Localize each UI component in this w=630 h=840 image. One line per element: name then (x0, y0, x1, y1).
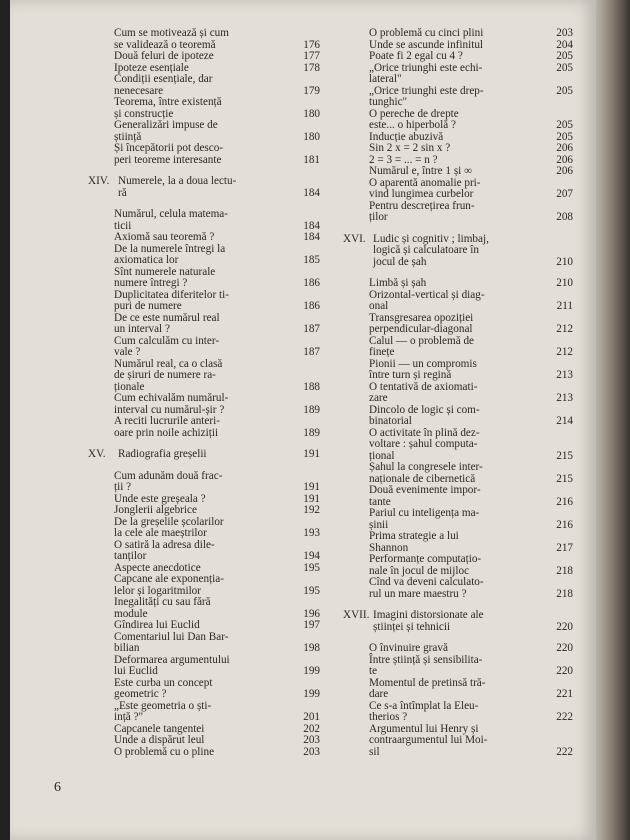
toc-entry-title: module (114, 607, 148, 620)
toc-entry-line (343, 462, 573, 474)
toc-left-column (88, 28, 320, 758)
toc-entry-line (88, 574, 320, 586)
toc-entry-line (88, 301, 320, 313)
toc-page-number: 203 (303, 745, 320, 758)
toc-entry-title: O satiră la adresa dile- (114, 538, 215, 551)
toc-chapter-line (88, 176, 320, 188)
toc-page-number: 186 (303, 277, 320, 289)
toc-entry-title: Inegalități cu sau fără (114, 596, 211, 608)
toc-entry-title: lelor și logaritmilor (114, 584, 201, 597)
toc-page-number: 184 (303, 219, 320, 232)
book-page (10, 0, 596, 840)
toc-chapter-line (343, 257, 573, 269)
toc-entry-line (343, 120, 573, 132)
toc-entry-title: lui Euclid (114, 665, 158, 677)
toc-entry-line (343, 439, 573, 451)
toc-page-number: 205 (556, 61, 573, 74)
toc-entry-line (343, 485, 573, 497)
toc-entry-line (88, 597, 320, 609)
toc-page-number: 179 (303, 84, 320, 97)
toc-entry-title: rul un mare maestru ? (369, 587, 467, 600)
toc-entry-line (343, 712, 573, 724)
toc-entry-line (343, 666, 573, 678)
toc-page-number: 212 (556, 323, 573, 335)
toc-page-number: 206 (556, 142, 573, 154)
toc-entry-title: O pereche de drepte (369, 107, 459, 120)
toc-page-number: 186 (303, 300, 320, 312)
toc-entry-title: știință (114, 130, 142, 143)
toc-entry-title: „Orice triunghi este echi- (369, 61, 483, 74)
toc-entry-title: onal (369, 300, 389, 312)
toc-entry-title: Ipoteze esențiale (114, 61, 189, 74)
toc-entry-line (343, 689, 573, 701)
toc-entry-line (343, 416, 573, 428)
toc-entry-title: „Este geometria o ști- (114, 699, 212, 712)
toc-chapter-line (88, 449, 320, 461)
toc-entry-title: Șahul la congresele inter- (369, 461, 483, 473)
toc-page-number: 193 (303, 527, 320, 539)
toc-page-number: 198 (303, 642, 320, 654)
toc-entry-title: geometric ? (114, 688, 167, 700)
toc-entry-line (88, 643, 320, 655)
toc-entry-title: Poate fi 2 egal cu 4 ? (369, 50, 463, 62)
toc-entry-title: Teorema, între existență (114, 96, 222, 108)
toc-entry-title: Jonglerii algebrice (114, 504, 197, 516)
toc-page-number: 212 (556, 346, 573, 358)
toc-entry-title: nale în jocul de mijloc (369, 564, 470, 577)
toc-page-number: 220 (556, 665, 573, 677)
toc-entry-title: therios ? (369, 711, 408, 723)
toc-page-number: 216 (556, 518, 573, 531)
toc-entry-title: Inducție abuzivă (369, 130, 444, 143)
toc-page-number: 221 (556, 688, 573, 700)
toc-page-number: 191 (303, 448, 320, 460)
toc-entry-title: Două evenimente impor- (369, 484, 481, 496)
toc-entry-title: Numărul e, între 1 și ∞ (369, 165, 473, 177)
toc-entry-title: Limbă și șah (369, 277, 427, 289)
toc-entry-line (343, 324, 573, 336)
toc-page-number: 211 (556, 300, 573, 312)
toc-entry-title: Generalizări impuse de (114, 119, 218, 131)
toc-right-column (343, 28, 573, 758)
toc-page-number: 177 (303, 50, 320, 62)
toc-entry-line (343, 212, 573, 224)
toc-page-number: 205 (556, 50, 573, 62)
toc-entry-title: O problemă cu o pline (114, 745, 215, 758)
toc-entry-title: Dincolo de logic și com- (369, 403, 480, 416)
toc-entry-line (88, 143, 320, 155)
toc-entry-title: Pionii — un compromis (369, 357, 477, 370)
toc-entry-title: puri de numere (114, 300, 182, 312)
toc-page-number: 216 (556, 495, 573, 508)
toc-entry-title: te (369, 665, 378, 677)
toc-page-number: 192 (303, 504, 320, 516)
toc-entry-title: logică și calculatoare în (373, 244, 479, 256)
toc-entry-line (88, 416, 320, 428)
toc-entry-title: Pentru descrețirea frun- (369, 199, 475, 212)
toc-entry-title: ticii (114, 219, 132, 232)
toc-entry-title: Ce s-a întîmplat la Eleu- (369, 699, 479, 712)
toc-entry-title: Capcane ale exponenția- (114, 573, 224, 585)
toc-page-number: 207 (556, 188, 573, 200)
toc-page-number: 220 (556, 620, 573, 633)
toc-page-number: 213 (556, 392, 573, 404)
toc-entry-title: dare (369, 688, 389, 700)
toc-page-number: 206 (556, 165, 573, 177)
toc-page-number: 195 (303, 561, 320, 574)
book-spine-edge (596, 0, 630, 840)
toc-entry-line (343, 643, 573, 655)
toc-page-number: 217 (556, 541, 573, 554)
toc-page-number: 181 (303, 153, 320, 166)
toc-entry-title: Shannon (369, 541, 409, 554)
toc-entry-line (343, 189, 573, 201)
toc-entry-title: O învinuire gravă (369, 642, 448, 654)
toc-entry-title: vale ? (114, 346, 141, 358)
toc-entry-title: tunghic" (369, 96, 408, 108)
toc-entry-line (343, 393, 573, 405)
toc-page-number: 205 (556, 119, 573, 131)
toc-page-number: 185 (303, 254, 320, 266)
toc-entry-title: oare prin noile achiziții (114, 426, 219, 439)
toc-entry-title: vind lungimea curbelor (369, 188, 474, 200)
toc-entry-title: binatorial (369, 415, 412, 427)
toc-entry-title: Calul — o problemă de (369, 334, 475, 347)
toc-entry-line (88, 278, 320, 290)
toc-entry-title: nenecesare (114, 84, 164, 97)
toc-entry-title: Și începătorii pot desco- (114, 142, 224, 154)
toc-entry-title: finețe (369, 346, 395, 358)
toc-entry-title: A reciti lucrurile anteri- (114, 415, 220, 427)
toc-entry-title: Capcanele tangentei (114, 722, 205, 735)
toc-page-number: 201 (303, 711, 320, 723)
toc-entry-line (88, 51, 320, 63)
toc-entry-title: Între știință și sensibilita- (369, 653, 483, 666)
toc-entry-title: Momentul de pretinsă tră- (369, 676, 486, 689)
toc-entry-line (343, 531, 573, 543)
toc-entry-title: Cum echivalăm numărul- (114, 392, 229, 404)
toc-page-number: 210 (556, 255, 573, 268)
toc-entry-title: Transgresarea opoziției (369, 311, 474, 324)
toc-page-number: 178 (303, 61, 320, 74)
toc-entry-line (343, 577, 573, 589)
toc-entry-title: Pariul cu inteligența ma- (369, 507, 480, 519)
toc-entry-title: ră (118, 186, 127, 199)
toc-page-number: 196 (303, 607, 320, 620)
toc-entry-title: Deformarea argumentului (114, 653, 230, 666)
toc-page-number: 206 (556, 153, 573, 166)
toc-entry-title: Aspecte anecdotice (114, 561, 201, 574)
toc-entry-line (88, 620, 320, 632)
toc-entry-title: Cînd va deveni calculato- (369, 576, 484, 588)
toc-page-number: 218 (556, 564, 573, 577)
toc-entry-title: axiomatica lor (114, 254, 179, 266)
toc-entry-title: ții ? (114, 481, 132, 493)
toc-entry-title: De la greșelile școlarilor (114, 515, 224, 528)
toc-entry-title: voltare : șahul computa- (369, 438, 478, 450)
toc-entry-line (88, 393, 320, 405)
toc-page-number: 180 (303, 107, 320, 120)
toc-entry-title: Duplicitatea diferitelor ti- (114, 288, 229, 301)
toc-chapter-line (343, 245, 573, 257)
toc-page-number: 180 (303, 130, 320, 143)
toc-chapter-line (343, 610, 573, 622)
toc-entry-title: O activitate în plină dez- (369, 426, 480, 439)
toc-entry-title: tante (369, 495, 391, 508)
toc-entry-line (88, 735, 320, 747)
toc-entry-line (343, 370, 573, 382)
toc-page-number: 188 (303, 380, 320, 393)
toc-entry-title: Orizontal-vertical și diag- (369, 288, 485, 301)
toc-entry-line (88, 747, 320, 759)
toc-entry-title: între turn și regină (369, 369, 452, 381)
toc-page-number: 191 (303, 492, 320, 505)
toc-entry-line (88, 370, 320, 382)
toc-entry-line (343, 166, 573, 178)
toc-page-number: 187 (303, 346, 320, 358)
toc-entry-title: Unde este greșeala ? (114, 492, 206, 505)
toc-entry-title: șinii (369, 518, 389, 531)
toc-entry-title: Ludic și cognitiv ; limbaj, (373, 232, 489, 245)
toc-entry-line (88, 666, 320, 678)
toc-page-number: 204 (556, 38, 573, 51)
toc-entry-line (88, 689, 320, 701)
toc-entry-title: la cele ale maeștrilor (114, 527, 207, 539)
page-number: 6 (54, 780, 61, 795)
toc-entry-title: O aparentă anomalie pri- (369, 176, 481, 189)
toc-entry-title: ților (369, 211, 388, 223)
toc-entry-title: Cum adunăm două frac- (114, 469, 223, 482)
toc-entry-title: un interval ? (114, 323, 170, 335)
toc-page-number: 203 (303, 734, 320, 746)
toc-entry-title: contraargumentul lui Moi- (369, 734, 488, 746)
toc-entry-title: Unde se ascunde infinitul (369, 38, 484, 51)
toc-entry-line (88, 551, 320, 563)
toc-page-number: 205 (556, 130, 573, 143)
toc-chapter-line (343, 622, 573, 634)
toc-entry-line (88, 74, 320, 86)
toc-page-number: 220 (556, 642, 573, 654)
toc-entry-title: Este curba un concept (114, 676, 213, 689)
toc-page-number: 215 (556, 472, 573, 485)
toc-page-number: 194 (303, 550, 320, 562)
toc-entry-line (343, 143, 573, 155)
toc-entry-title: Gîndirea lui Euclid (114, 619, 200, 631)
toc-entry-title: O problemă cu cinci plini (369, 27, 484, 39)
toc-page-number: 222 (556, 745, 573, 758)
toc-entry-title: De la numerele întregi la (114, 242, 226, 255)
toc-entry-line (343, 589, 573, 601)
toc-entry-title: Prima strategie a lui (369, 530, 459, 542)
toc-entry-title: se validează o teoremă (114, 38, 216, 51)
toc-entry-line (88, 428, 320, 440)
toc-entry-title: Condiții esențiale, dar (114, 73, 213, 85)
toc-entry-title: de șiruri de numere ra- (114, 369, 216, 381)
toc-entry-title: 2 = 3 = ... = n ? (369, 153, 438, 166)
toc-entry-title: bilian (114, 642, 140, 654)
toc-page-number: 215 (556, 449, 573, 462)
toc-entry-line (343, 278, 573, 290)
toc-entry-title: peri teoreme interesante (114, 153, 222, 166)
toc-entry-title: numere întregi ? (114, 277, 188, 289)
toc-entry-title: zare (369, 392, 388, 404)
toc-page-number: 222 (556, 711, 573, 723)
toc-page-number: 199 (303, 688, 320, 700)
toc-entry-line (88, 482, 320, 494)
toc-page-number: 197 (303, 619, 320, 631)
toc-entry-line (343, 28, 573, 40)
toc-entry-title: științei și tehnicii (373, 620, 451, 633)
toc-entry-line (88, 28, 320, 40)
chapter-number: XVII. (343, 609, 370, 621)
toc-page-number: 205 (556, 84, 573, 97)
toc-entry-title: Comentariul lui Dan Bar- (114, 630, 229, 643)
toc-entry-title: sil (369, 745, 380, 758)
toc-entry-title: interval cu numărul-șir ? (114, 403, 225, 416)
toc-entry-title: Numărul, celula matema- (114, 208, 228, 220)
toc-entry-title: De ce este numărul real (114, 311, 220, 324)
toc-page-number: 203 (556, 27, 573, 39)
toc-chapter-line (88, 188, 320, 200)
toc-entry-title: ință ?" (114, 711, 144, 723)
toc-entry-title: țional (369, 449, 395, 462)
toc-entry-line (88, 528, 320, 540)
toc-entry-line (343, 347, 573, 359)
toc-entry-title: Performanțe computațio- (369, 553, 482, 565)
toc-entry-line (88, 324, 320, 336)
toc-entry-line (88, 120, 320, 132)
toc-entry-title: perpendicular-diagonal (369, 323, 473, 335)
toc-entry-title: Argumentul lui Henry și (369, 722, 479, 735)
toc-entry-title: lateral" (369, 73, 402, 85)
chapter-number: XVI. (343, 232, 366, 245)
toc-entry-title: ționale (114, 380, 145, 393)
toc-entry-line (343, 735, 573, 747)
toc-page-number: 191 (303, 481, 320, 493)
toc-page-number: 195 (303, 584, 320, 597)
toc-entry-line (343, 655, 573, 667)
toc-entry-line (88, 97, 320, 109)
toc-entry-line (343, 74, 573, 86)
toc-entry-title: tanților (114, 550, 147, 562)
toc-entry-line (88, 232, 320, 244)
toc-entry-line (343, 97, 573, 109)
toc-page-number: 184 (303, 186, 320, 199)
toc-entry-title: și construcție (114, 107, 174, 120)
toc-entry-title: Cum se motivează și cum (114, 27, 229, 39)
toc-page-number: 214 (556, 415, 573, 427)
toc-entry-line (88, 347, 320, 359)
toc-entry-title: Numărul real, ca o clasă (114, 357, 223, 370)
toc-page-number: 189 (303, 426, 320, 439)
toc-entry-title: este... o hiperbolă ? (369, 119, 456, 131)
toc-page-number: 187 (303, 323, 320, 335)
toc-entry-title: O tentativă de axiomati- (369, 380, 478, 393)
toc-entry-line (343, 747, 573, 759)
toc-entry-title: jocul de șah (373, 255, 427, 268)
toc-page-number: 176 (303, 38, 320, 51)
toc-entry-title: Numerele, la a doua lectu- (118, 175, 237, 187)
toc-entry-title: Două feluri de ipoteze (114, 50, 214, 62)
toc-entry-line (88, 209, 320, 221)
toc-entry-line (88, 155, 320, 167)
toc-page-number: 199 (303, 665, 320, 677)
toc-entry-title: naționale de cibernetică (369, 472, 476, 485)
toc-entry-line (88, 505, 320, 517)
toc-entry-title: „Orice triunghi este drep- (369, 84, 484, 97)
toc-page-number: 210 (556, 277, 573, 289)
toc-page-number: 189 (303, 403, 320, 416)
toc-entry-title: Sînt numerele naturale (114, 265, 216, 278)
toc-entry-line (343, 51, 573, 63)
toc-entry-line (343, 508, 573, 520)
toc-page-number: 208 (556, 211, 573, 223)
toc-entry-title: Cum calculăm cu inter- (114, 334, 220, 347)
toc-entry-line (343, 301, 573, 313)
toc-entry-title: Sin 2 x = 2 sin x ? (369, 142, 451, 154)
toc-entry-title: Imagini distorsionate ale (373, 609, 484, 621)
toc-entry-title: Axiomă sau teoremă ? (114, 231, 215, 243)
chapter-number: XV. (88, 448, 106, 460)
spacer (88, 461, 320, 471)
toc-entry-title: Unde a dispărut leul (114, 734, 205, 746)
toc-page-number: 218 (556, 587, 573, 600)
toc-entry-line (88, 712, 320, 724)
toc-entry-line (343, 554, 573, 566)
toc-entry-title: Radiografia greșelii (118, 448, 207, 460)
toc-page-number: 202 (303, 722, 320, 735)
toc-page-number: 184 (303, 231, 320, 243)
spacer (343, 224, 573, 234)
toc-page-number: 213 (556, 369, 573, 381)
toc-entry-line (88, 255, 320, 267)
chapter-number: XIV. (88, 175, 110, 187)
